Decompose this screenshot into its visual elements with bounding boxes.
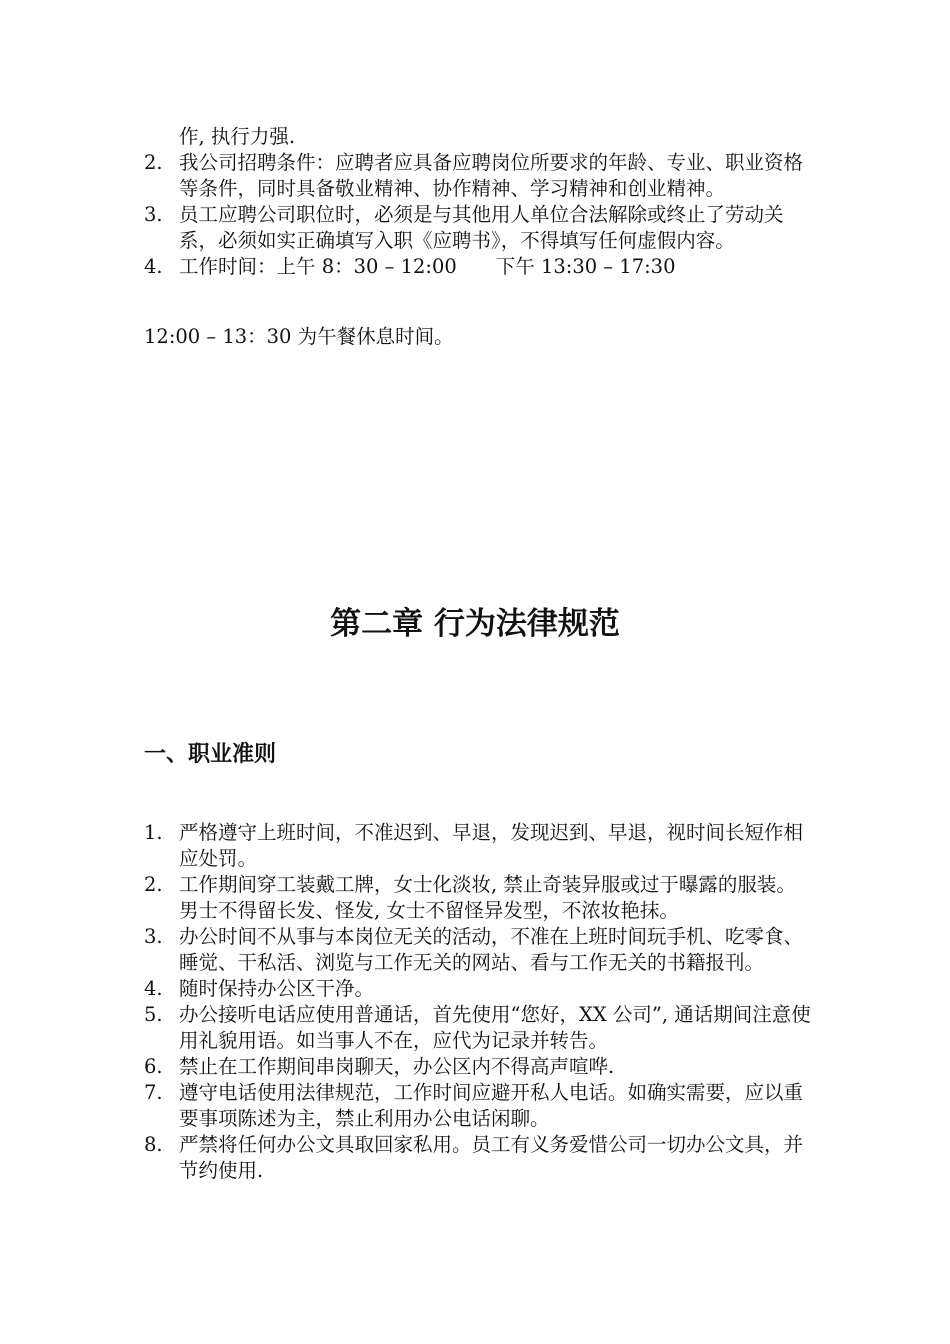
item-number: 6. bbox=[144, 1055, 163, 1078]
list-item bbox=[144, 820, 814, 872]
item-text: 遵守电话使用法律规范，工作时间应避开私人电话。如确实需要，应以重要事项陈述为主，禁止利用办公电话闲聊。 bbox=[179, 1081, 804, 1130]
item-text: 办公时间不从事与本岗位无关的活动，不准在上班时间玩手机、吃零食、睡觉、干私活、浏览与工作无关的网站、看与工作无关的书籍报刊。 bbox=[179, 925, 804, 974]
item-text: 严格遵守上班时间，不准迟到、早退，发现迟到、早退，视时间长短作相应处罚。 bbox=[179, 821, 804, 870]
item-number: 2. bbox=[144, 151, 163, 174]
item-number: 3. bbox=[144, 925, 163, 948]
lunch-note: 12:00 – 13：30 为午餐休息时间。 bbox=[144, 325, 454, 348]
item-number: 2. bbox=[144, 873, 163, 896]
rules-list bbox=[144, 820, 814, 1184]
list-item bbox=[144, 924, 814, 976]
item-text: 办公接听电话应使用普通话，首先使用“您好，XX 公司”, 通话期间注意使用礼貌用语。如当事人不在，应代为记录并转告。 bbox=[179, 1003, 811, 1052]
item-text: 随时保持办公区干净。 bbox=[179, 977, 375, 1000]
list-item bbox=[144, 1080, 814, 1132]
item-text: 工作时间：上午 8：30 – 12:00 下午 13:30 – 17:30 bbox=[179, 255, 676, 278]
list-item bbox=[144, 150, 814, 202]
top-list bbox=[144, 124, 814, 280]
item-text: 工作期间穿工装戴工牌，女士化淡妆, 禁止奇装异服或过于曝露的服装。男士不得留长发、怪发, 女士不留怪异发型，不浓妆艳抹。 bbox=[179, 873, 796, 922]
chapter-title: 第二章 行为法律规范 bbox=[330, 606, 620, 642]
list-item bbox=[144, 1132, 814, 1184]
list-item bbox=[144, 1002, 814, 1054]
item-number: 7. bbox=[144, 1081, 163, 1104]
item-number: 5. bbox=[144, 1003, 163, 1026]
item-number: 8. bbox=[144, 1133, 163, 1156]
list-item bbox=[144, 1054, 814, 1080]
continuation-text: 作, 执行力强. bbox=[179, 125, 296, 148]
section-title: 一、职业准则 bbox=[144, 742, 277, 767]
item-number: 1. bbox=[144, 821, 163, 844]
item-text: 禁止在工作期间串岗聊天，办公区内不得高声喧哗. bbox=[179, 1055, 615, 1078]
list-item bbox=[144, 976, 814, 1002]
list-item bbox=[144, 202, 814, 254]
item-text: 我公司招聘条件：应聘者应具备应聘岗位所要求的年龄、专业、职业资格等条件，同时具备敬业精神、协作精神、学习精神和创业精神。 bbox=[179, 151, 804, 200]
item-text: 严禁将任何办公文具取回家私用。员工有义务爱惜公司一切办公文具，并节约使用. bbox=[179, 1133, 804, 1182]
item-number: 4. bbox=[144, 255, 163, 278]
list-item bbox=[144, 254, 814, 280]
item-number: 3. bbox=[144, 203, 163, 226]
item-text: 员工应聘公司职位时，必须是与其他用人单位合法解除或终止了劳动关系，必须如实正确填写入职《应聘书》，不得填写任何虚假内容。 bbox=[179, 203, 784, 252]
list-item bbox=[144, 872, 814, 924]
item-number: 4. bbox=[144, 977, 163, 1000]
